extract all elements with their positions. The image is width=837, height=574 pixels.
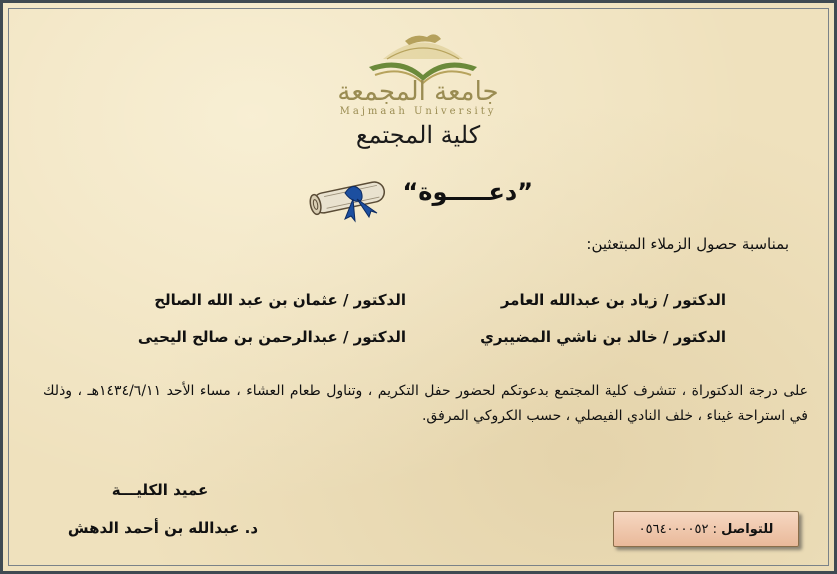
scroll-with-ribbon-icon: [301, 173, 401, 223]
college-name: كلية المجتمع: [355, 121, 481, 149]
signature-name: د. عبدالله بن أحمد الدهش: [67, 519, 259, 537]
university-name-arabic: جامعة المجمعة: [337, 77, 499, 107]
honoree-name: الدكتور / عبدالرحمن بن صالح اليحيى: [137, 328, 406, 346]
contact-box: [613, 511, 799, 547]
contact-phone[interactable]: ٠٥٦٤٠٠٠٠٥٢: [638, 521, 709, 537]
honoree-name: الدكتور / خالد بن ناشي المضيبري: [480, 328, 726, 346]
occasion-text: بمناسبة حصول الزملاء المبتعثين:: [586, 235, 789, 253]
honoree-name: الدكتور / عثمان بن عبد الله الصالح: [154, 291, 406, 309]
invitation-title: ”دعـــــوة“: [402, 178, 533, 206]
university-name-english: Majmaah University: [339, 106, 497, 117]
signature-title: عميد الكليـــة: [111, 481, 209, 499]
contact-separator: :: [708, 521, 722, 537]
honoree-name: الدكتور / زياد بن عبدالله العامر: [500, 291, 726, 309]
invitation-body: على درجة الدكتوراة ، تتشرف كلية المجتمع بدعوتكم لحضور حفل التكريم ، وتناول طعام العشاء ، مساء الأحد ١٤٣٤/٦/١١هـ ، وذلك في استراحة غيناء ، خلف النادي الفيصلي ، حسب الكروكي المرفق.: [43, 383, 808, 424]
contact-label: للتواصل: [721, 521, 774, 537]
